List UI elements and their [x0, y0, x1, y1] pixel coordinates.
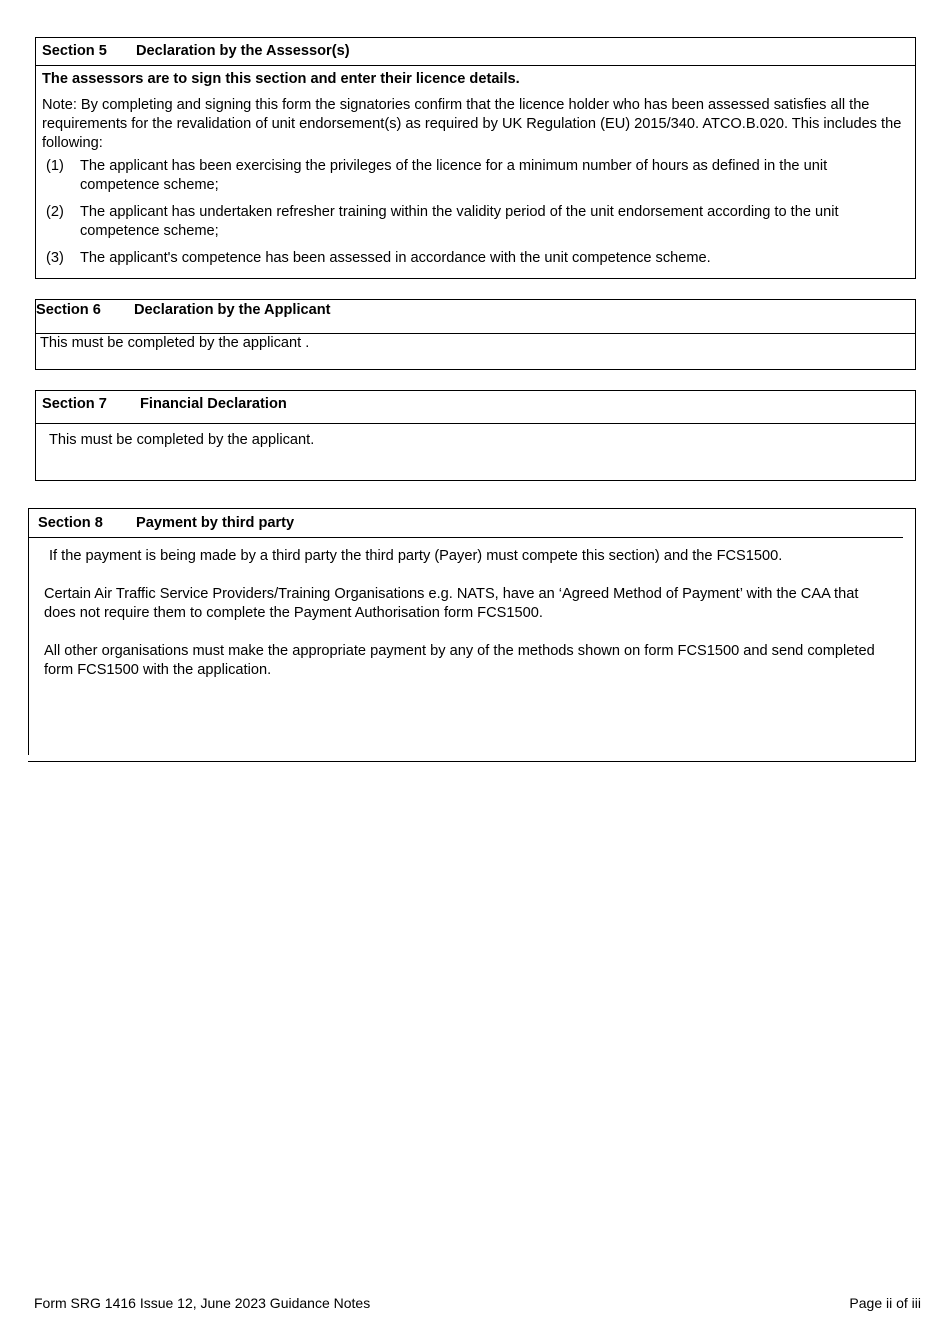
section-8-left-border: [28, 509, 29, 755]
section-8-number: Section 8: [38, 515, 103, 531]
section-7-header: [36, 391, 915, 424]
section-6-number: Section 6: [36, 302, 101, 318]
section-5-title: Declaration by the Assessor(s): [136, 43, 350, 59]
list-item-number: (2): [46, 203, 64, 220]
list-item: [46, 157, 909, 195]
section-6-header: [36, 300, 915, 334]
section-7-title: Financial Declaration: [140, 396, 287, 412]
list-item: [46, 203, 909, 241]
section-5-note: Note: By completing and signing this form the signatories confirm that the licence holder who has been assessed satisfies all the requirements for the revalidation of unit endorsement(s) as required by UK Regulation (EU) 2015/340. ATCO.B.020. This includes the following:: [42, 97, 902, 151]
list-item-text: The applicant has been exercising the privileges of the licence for a minimum number of hours as defined in the unit competence scheme;: [80, 157, 828, 193]
section-8-header: [28, 509, 915, 538]
list-item: [46, 249, 909, 268]
section-8-paragraph: All other organisations must make the appropriate payment by any of the methods shown on form FCS1500 and send completed form FCS1500 with the application.: [44, 642, 875, 678]
section-5-box: [35, 37, 916, 279]
section-8-paragraph: Certain Air Traffic Service Providers/Training Organisations e.g. NATS, have an ‘Agreed Method of Payment’ with the CAA that does not require them to complete the Payment Authorisation form FCS1500.: [44, 585, 859, 621]
section-5-instruction: The assessors are to sign this section and enter their licence details.: [42, 71, 520, 87]
section-6-title: Declaration by the Applicant: [134, 302, 331, 318]
list-item-text: The applicant has undertaken refresher training within the validity period of the unit endorsement according to the unit competence scheme;: [80, 203, 839, 239]
section-7-number: Section 7: [42, 396, 107, 412]
section-5-number: Section 5: [42, 43, 107, 59]
list-item-text: The applicant's competence has been assessed in accordance with the unit competence scheme.: [80, 249, 711, 266]
footer-form-reference: Form SRG 1416 Issue 12, June 2023 Guidance Notes: [34, 1295, 371, 1311]
section-8-paragraph: If the payment is being made by a third party the third party (Payer) must compete this section) and the FCS1500.: [49, 548, 783, 564]
section-6-body: This must be completed by the applicant .: [40, 335, 310, 351]
list-item-number: (3): [46, 249, 64, 266]
section-5-header: [36, 38, 915, 66]
section-7-body: This must be completed by the applicant.: [49, 432, 315, 448]
section-8-title: Payment by third party: [136, 515, 295, 531]
list-item-number: (1): [46, 157, 64, 174]
section-6-box: [35, 299, 916, 370]
section-8-box: [28, 508, 916, 762]
footer-page-number: Page ii of iii: [849, 1295, 921, 1311]
section-7-box: [35, 390, 916, 481]
section-5-requirements-list: [36, 153, 915, 268]
